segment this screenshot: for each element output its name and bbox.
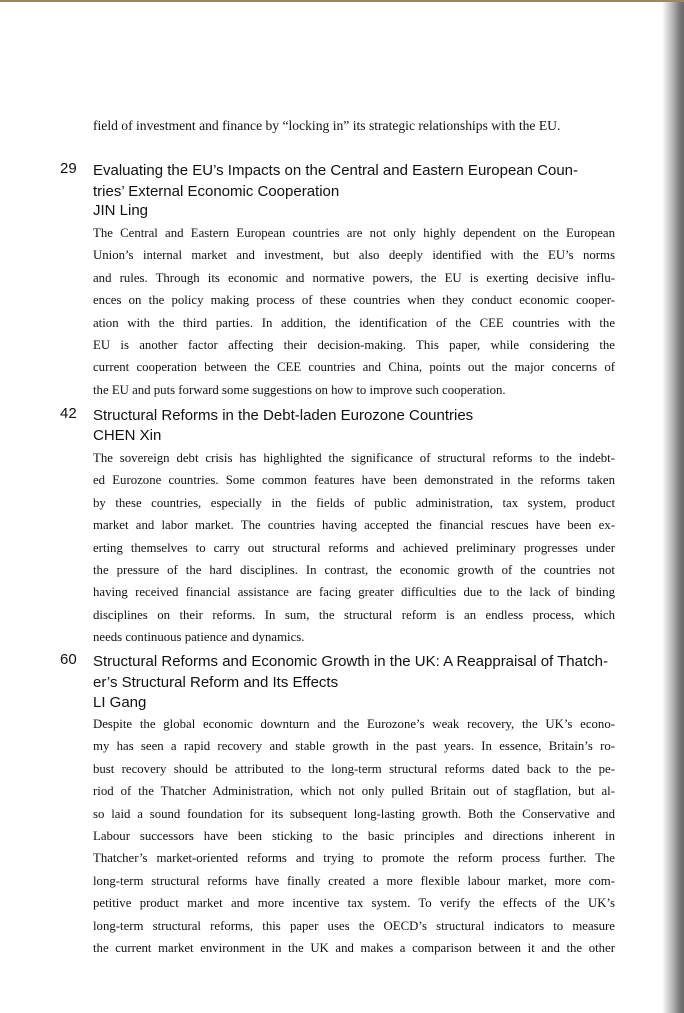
entry-title[interactable] — [93, 160, 618, 202]
abstract-line: Labour successors have been sticking to the basic principles and directions inherent in — [93, 829, 615, 844]
abstract-line: long-term structural reforms, this paper uses the OECD’s structural indicators to measure — [93, 918, 615, 933]
abstract-line: Union’s internal market and investment, but also deeply identified with the EU’s norms — [93, 248, 615, 263]
entry-abstract — [93, 713, 615, 959]
abstract-line: and rules. Through its economic and normative powers, the EU is exerting decisive influ- — [93, 270, 615, 285]
entry-title-line: Structural Reforms in the Debt-laden Eurozone Countries — [93, 407, 474, 424]
entry-page-number[interactable]: 60 — [60, 651, 77, 668]
abstract-line: the current market environment in the UK and makes a comparison between it and the other — [93, 941, 615, 956]
abstract-line: ed Eurozone countries. Some common features have been demonstrated in the reforms taken — [93, 473, 615, 488]
abstract-line: disciplines on their reforms. In sum, the structural reform is an endless process, which — [93, 607, 615, 622]
abstract-line: market and labor market. The countries having accepted the financial rescues have been ex- — [93, 518, 615, 533]
entry-title-line: Evaluating the EU’s Impacts on the Central and Eastern European Coun- — [93, 162, 579, 179]
abstract-line: current cooperation between the CEE countries and China, points out the major concerns of — [93, 360, 615, 375]
abstract-line: EU is another factor affecting their decision-making. This paper, while considering the — [93, 338, 615, 353]
abstract-line: so laid a sound foundation for its subsequent long-lasting growth. Both the Conservative and — [93, 806, 615, 821]
entry-title[interactable] — [93, 405, 618, 426]
abstract-line: erting themselves to carry out structural reforms and achieved preliminary progresses under — [93, 540, 615, 555]
abstract-line: ation with the third parties. In addition, the identification of the CEE countries with the — [93, 315, 615, 330]
abstract-line: long-term structural reforms have finally created a more flexible labour market, more com- — [93, 873, 615, 888]
entry-title[interactable] — [93, 651, 618, 693]
abstract-line: having received financial assistance are facing greater difficulties due to the lack of binding — [93, 585, 615, 600]
entry-author: JIN Ling — [93, 202, 149, 219]
entry-page-number[interactable]: 42 — [60, 405, 77, 422]
entry-title-line: Structural Reforms and Economic Growth in the UK: A Reappraisal of Thatch- — [93, 653, 608, 670]
abstract-line: The Central and Eastern European countries are not only highly dependent on the European — [93, 226, 615, 240]
abstract-line: the pressure of the hard disciplines. In contrast, the economic growth of the countries not — [93, 563, 615, 578]
abstract-line: The sovereign debt crisis has highlighted the significance of structural reforms to the indebt- — [93, 451, 615, 465]
entry-author: LI Gang — [93, 694, 147, 711]
entry-title-line: er’s Structural Reform and Its Effects — [93, 674, 339, 691]
abstract-line: the EU and puts forward some suggestions on how to improve such cooperation. — [93, 382, 506, 397]
entry-abstract — [93, 222, 615, 401]
abstract-line: Despite the global economic downturn and the Eurozone’s weak recovery, the UK’s econo- — [93, 717, 615, 731]
abstract-line: bust recovery should be attributed to the long-term structural reforms dated back to the pe- — [93, 761, 615, 776]
page-edge-shadow — [662, 2, 684, 1013]
entry-author: CHEN Xin — [93, 427, 162, 444]
abstract-line: by these countries, especially in the fields of public administration, tax system, product — [93, 495, 615, 510]
abstract-line: petitive product market and more incentive tax system. To verify the effects of the UK’s — [93, 896, 615, 911]
abstract-line: needs continuous patience and dynamics. — [93, 630, 305, 645]
abstract-line: riod of the Thatcher Administration, which not only pulled Britain out of stagflation, but al- — [93, 784, 615, 799]
abstract-line: ences on the policy making process of these countries when they conduct economic cooper- — [93, 293, 615, 308]
continued-abstract-text: field of investment and finance by “locking in” its strategic relationships with the EU. — [93, 118, 561, 133]
entry-page-number[interactable]: 29 — [60, 160, 77, 177]
entry-title-line: tries’ External Economic Cooperation — [93, 183, 340, 200]
entry-abstract — [93, 447, 615, 649]
abstract-line: Thatcher’s market-oriented reforms and trying to promote the reform process further. The — [93, 851, 615, 866]
abstract-line: my has seen a rapid recovery and stable growth in the past years. In essence, Britain’s ro- — [93, 739, 615, 754]
